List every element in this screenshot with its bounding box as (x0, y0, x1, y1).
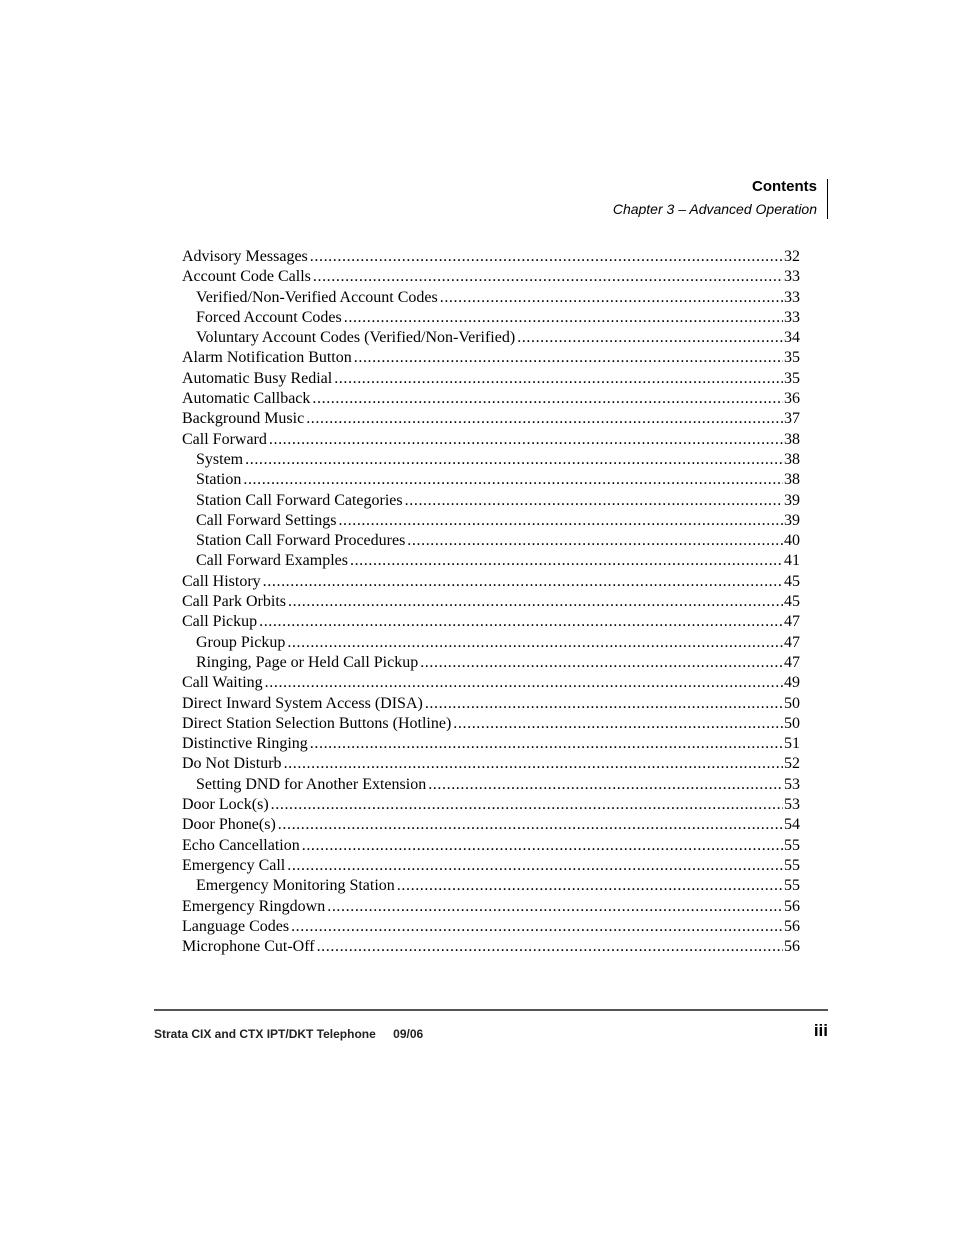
toc-entry-page: 50 (784, 714, 800, 732)
toc-dot-leader (407, 531, 783, 551)
toc-entry-page: 47 (784, 653, 800, 671)
toc-entry[interactable] (182, 633, 800, 653)
toc-entry-title: Station Call Forward Categories (196, 491, 403, 509)
toc-dot-leader (397, 876, 783, 896)
header-subtitle: Chapter 3 – Advanced Operation (612, 201, 817, 217)
toc-entry-page: 35 (784, 349, 800, 367)
table-of-contents (182, 247, 800, 957)
toc-entry-page: 56 (784, 897, 800, 915)
toc-entry-page: 38 (784, 471, 800, 489)
toc-entry-page: 34 (784, 329, 800, 347)
toc-dot-leader (350, 551, 783, 571)
toc-entry-title: Automatic Callback (182, 390, 311, 408)
toc-entry-title: Do Not Disturb (182, 755, 282, 773)
footer-product: Strata CIX and CTX IPT/DKT Telephone (154, 1027, 376, 1041)
toc-entry[interactable] (182, 734, 800, 754)
toc-entry[interactable] (182, 754, 800, 774)
footer-date: 09/06 (393, 1027, 424, 1041)
running-header (613, 177, 817, 218)
toc-entry[interactable] (182, 694, 800, 714)
toc-entry-page: 33 (784, 288, 800, 306)
toc-entry-page: 39 (784, 491, 800, 509)
toc-entry-page: 33 (784, 308, 800, 326)
toc-entry[interactable] (182, 876, 800, 896)
toc-entry-title: Advisory Messages (182, 248, 308, 265)
toc-entry[interactable] (182, 531, 800, 551)
toc-dot-leader (306, 409, 783, 429)
toc-dot-leader (317, 937, 783, 957)
toc-entry-title: Account Code Calls (182, 268, 311, 286)
toc-entry-title: Voluntary Account Codes (Verified/Non-Verified) (196, 329, 516, 347)
toc-entry-title: Call Waiting (182, 674, 263, 692)
toc-dot-leader (269, 430, 783, 450)
toc-entry-page: 45 (784, 572, 800, 590)
toc-entry-title: Door Lock(s) (182, 796, 269, 814)
toc-dot-leader (354, 348, 783, 368)
toc-entry-title: Call Park Orbits (182, 593, 286, 611)
toc-entry-title: Call Forward (182, 430, 267, 448)
toc-entry[interactable] (182, 653, 800, 673)
toc-dot-leader (425, 694, 783, 714)
toc-entry[interactable] (182, 430, 800, 450)
header-title: Contents (752, 178, 817, 195)
toc-entry-title: Microphone Cut-Off (182, 938, 315, 956)
toc-entry-page: 37 (784, 410, 800, 428)
toc-entry-title: Background Music (182, 410, 305, 428)
toc-dot-leader (517, 328, 783, 348)
toc-dot-leader (312, 389, 783, 409)
toc-entry[interactable] (182, 247, 800, 267)
toc-dot-leader (259, 612, 783, 632)
toc-entry-page: 41 (784, 552, 800, 570)
toc-entry-title: Call Pickup (182, 613, 258, 631)
toc-entry-title: Distinctive Ringing (182, 735, 308, 753)
toc-entry-page: 55 (784, 877, 800, 895)
toc-dot-leader (313, 267, 783, 287)
toc-entry-title: Direct Station Selection Buttons (Hotline) (182, 714, 452, 732)
toc-entry-title: Station (196, 471, 242, 489)
toc-entry-page: 53 (784, 775, 800, 793)
toc-entry-page: 36 (784, 390, 800, 408)
toc-entry[interactable] (182, 470, 800, 490)
toc-entry-page: 56 (784, 917, 800, 935)
toc-entry-title: Verified/Non-Verified Account Codes (196, 288, 438, 306)
toc-entry[interactable] (182, 267, 800, 287)
toc-entry[interactable] (182, 937, 800, 957)
toc-entry-title: Language Codes (182, 917, 290, 935)
toc-entry-title: Call Forward Examples (196, 552, 348, 570)
header-vertical-rule (827, 179, 828, 219)
toc-dot-leader (310, 734, 783, 754)
footer-product-line (154, 1026, 423, 1042)
toc-entry[interactable] (182, 592, 800, 612)
toc-entry-page: 54 (784, 816, 800, 834)
toc-dot-leader (288, 592, 783, 612)
toc-entry[interactable] (182, 836, 800, 856)
footer-rule (154, 1009, 828, 1011)
toc-entry[interactable] (182, 308, 800, 328)
toc-entry-page: 35 (784, 369, 800, 387)
toc-dot-leader (338, 511, 783, 531)
toc-entry-page: 39 (784, 511, 800, 529)
toc-entry-page: 47 (784, 633, 800, 651)
toc-entry-title: Echo Cancellation (182, 836, 300, 854)
toc-entry-title: Alarm Notification Button (182, 349, 352, 367)
toc-entry-page: 50 (784, 694, 800, 712)
toc-dot-leader (287, 856, 783, 876)
toc-entry-page: 45 (784, 593, 800, 611)
toc-entry[interactable] (182, 612, 800, 632)
toc-dot-leader (291, 917, 783, 937)
toc-entry-page: 32 (784, 248, 800, 265)
toc-entry[interactable] (182, 511, 800, 531)
toc-entry-page: 47 (784, 613, 800, 631)
toc-entry[interactable] (182, 897, 800, 917)
toc-entry[interactable] (182, 775, 800, 795)
toc-entry-page: 38 (784, 430, 800, 448)
toc-dot-leader (243, 470, 783, 490)
toc-entry[interactable] (182, 856, 800, 876)
toc-dot-leader (405, 491, 783, 511)
footer-page-number: iii (813, 1021, 828, 1040)
toc-dot-leader (265, 673, 783, 693)
toc-entry-title: System (196, 450, 244, 468)
toc-dot-leader (302, 836, 783, 856)
toc-dot-leader (440, 288, 783, 308)
toc-entry[interactable] (182, 389, 800, 409)
toc-entry-title: Call Forward Settings (196, 511, 337, 529)
toc-entry-title: Door Phone(s) (182, 816, 276, 834)
toc-dot-leader (310, 247, 783, 267)
toc-entry[interactable] (182, 917, 800, 937)
toc-entry[interactable] (182, 815, 800, 835)
toc-entry-title: Emergency Ringdown (182, 897, 326, 915)
toc-entry-page: 56 (784, 938, 800, 956)
toc-entry-page: 55 (784, 836, 800, 854)
toc-entry-page: 38 (784, 450, 800, 468)
toc-dot-leader (420, 653, 783, 673)
toc-dot-leader (271, 795, 783, 815)
toc-entry-title: Group Pickup (196, 633, 286, 651)
toc-dot-leader (245, 450, 783, 470)
toc-entry[interactable] (182, 348, 800, 368)
toc-entry-page: 33 (784, 268, 800, 286)
toc-entry[interactable] (182, 450, 800, 470)
toc-entry-page: 52 (784, 755, 800, 773)
toc-entry-page: 51 (784, 735, 800, 753)
toc-dot-leader (278, 815, 783, 835)
toc-entry-title: Emergency Call (182, 856, 286, 874)
toc-entry-title: Automatic Busy Redial (182, 369, 333, 387)
toc-entry[interactable] (182, 288, 800, 308)
toc-entry[interactable] (182, 409, 800, 429)
toc-dot-leader (428, 775, 783, 795)
toc-dot-leader (263, 572, 783, 592)
toc-entry-title: Emergency Monitoring Station (196, 877, 395, 895)
toc-entry[interactable] (182, 551, 800, 571)
toc-dot-leader (327, 897, 783, 917)
toc-entry[interactable] (182, 714, 800, 734)
toc-entry-title: Ringing, Page or Held Call Pickup (196, 653, 419, 671)
toc-entry-title: Setting DND for Another Extension (196, 775, 427, 793)
toc-entry[interactable] (182, 369, 800, 389)
toc-dot-leader (284, 754, 783, 774)
toc-entry[interactable] (182, 572, 800, 592)
toc-entry[interactable] (182, 491, 800, 511)
toc-entry-title: Call History (182, 572, 261, 590)
toc-dot-leader (344, 308, 783, 328)
toc-entry[interactable] (182, 795, 800, 815)
toc-entry-title: Direct Inward System Access (DISA) (182, 694, 423, 712)
toc-entry-page: 55 (784, 856, 800, 874)
toc-dot-leader (334, 369, 783, 389)
toc-dot-leader (287, 633, 783, 653)
toc-entry-page: 49 (784, 674, 800, 692)
toc-entry-page: 53 (784, 796, 800, 814)
toc-entry[interactable] (182, 673, 800, 693)
toc-entry-title: Station Call Forward Procedures (196, 532, 406, 550)
toc-entry-title: Forced Account Codes (196, 308, 342, 326)
toc-entry-page: 40 (784, 532, 800, 550)
toc-entry[interactable] (182, 328, 800, 348)
toc-dot-leader (453, 714, 783, 734)
